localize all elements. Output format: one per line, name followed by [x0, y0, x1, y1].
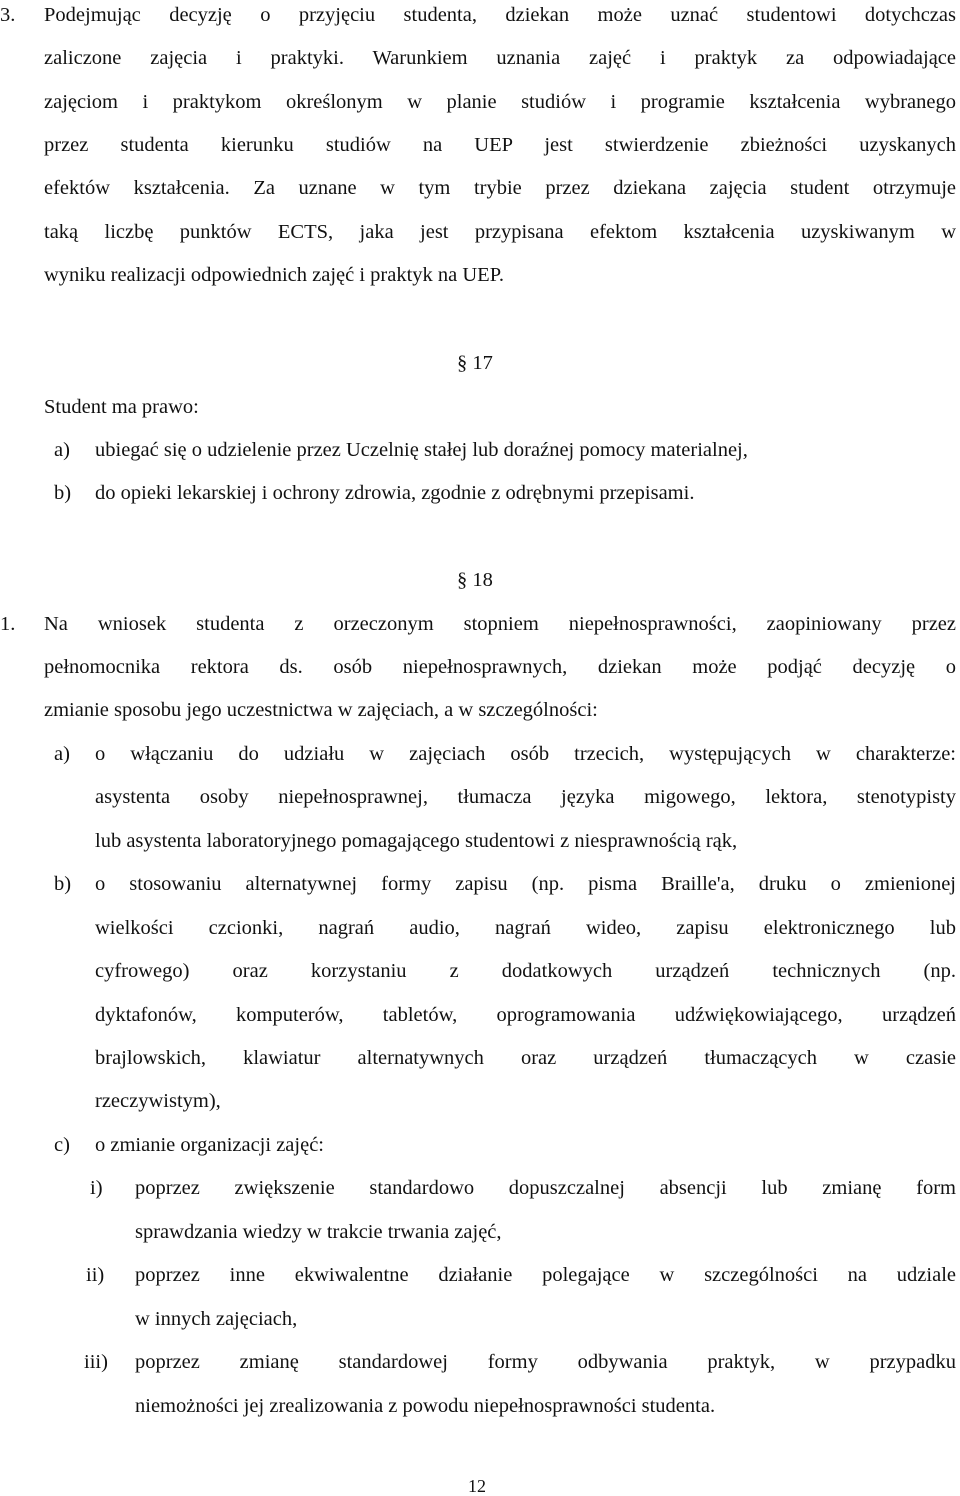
text-line: poprzez zmianę standardowej formy odbywania praktyk, w przypadku — [135, 1351, 956, 1373]
item-label: b) — [54, 482, 72, 504]
text-line: przez studenta kierunku studiów na UEP jest stwierdzenie zbieżności uzyskanych — [44, 134, 956, 156]
section-heading: § 17 — [457, 352, 493, 374]
text-line: zajęciom i praktykom określonym w planie studiów i programie kształcenia wybranego — [44, 91, 956, 113]
text-line: o stosowaniu alternatywnej formy zapisu (np. pisma Braille'a, druku o zmienionej — [95, 873, 956, 895]
text-line: efektów kształcenia. Za uznane w tym trybie przez dziekana zajęcia student otrzymuje — [44, 177, 956, 199]
text-line: Podejmując decyzję o przyjęciu studenta, dziekan może uznać studentowi dotychczas — [44, 4, 956, 26]
text-line: w innych zajęciach, — [135, 1308, 298, 1330]
text-line: dyktafonów, komputerów, tabletów, oprogramowania udźwiękowiającego, urządzeń — [95, 1004, 956, 1026]
text-line: zaliczone zajęcia i praktyki. Warunkiem uznania zajęć i praktyk za odpowiadające — [44, 47, 956, 69]
subitem-label: ii) — [86, 1264, 105, 1286]
text-line: pełnomocnika rektora ds. osób niepełnosprawnych, dziekan może podjąć decyzję o — [44, 656, 956, 678]
text-line: asystenta osoby niepełnosprawnej, tłumacza języka migowego, lektora, stenotypisty — [95, 786, 956, 808]
paragraph-number: 3. — [0, 4, 16, 26]
item-text: ubiegać się o udzielenie przez Uczelnię stałej lub doraźnej pomocy materialnej, — [95, 439, 748, 461]
item-text: do opieki lekarskiej i ochrony zdrowia, zgodnie z odrębnymi przepisami. — [95, 482, 695, 504]
item-label: b) — [54, 873, 72, 895]
text-line: taką liczbę punktów ECTS, jaka jest przypisana efektom kształcenia uzyskiwanym w — [44, 221, 956, 243]
text-line: cyfrowego) oraz korzystaniu z dodatkowych urządzeń technicznych (np. — [95, 960, 956, 982]
text-line: sprawdzania wiedzy w trakcie trwania zajęć, — [135, 1221, 502, 1243]
text-line: lub asystenta laboratoryjnego pomagającego studentowi z niesprawnością rąk, — [95, 830, 738, 852]
text-line: Na wniosek studenta z orzeczonym stopniem niepełnosprawności, zaopiniowany przez — [44, 613, 956, 635]
paragraph-number: 1. — [0, 613, 16, 635]
item-label: a) — [54, 743, 70, 765]
page-number: 12 — [468, 1476, 486, 1496]
text-line: poprzez inne ekwiwalentne działanie polegające w szczególności na udziale — [135, 1264, 956, 1286]
item-label: c) — [54, 1134, 70, 1156]
text-line: wyniku realizacji odpowiednich zajęć i praktyk na UEP. — [44, 264, 504, 286]
text-line: wielkości czcionki, nagrań audio, nagrań wideo, zapisu elektronicznego lub — [95, 917, 956, 939]
text-line: o zmianie organizacji zajęć: — [95, 1134, 324, 1156]
text-line: niemożności jej zrealizowania z powodu niepełnosprawności studenta. — [135, 1395, 716, 1417]
text-line: zmianie sposobu jego uczestnictwa w zajęciach, a w szczególności: — [44, 699, 598, 721]
item-label: a) — [54, 439, 70, 461]
text-line: rzeczywistym), — [95, 1090, 221, 1112]
text-line: brajlowskich, klawiatur alternatywnych oraz urządzeń tłumaczących w czasie — [95, 1047, 956, 1069]
text-line: poprzez zwiększenie standardowo dopuszczalnej absencji lub zmianę form — [135, 1177, 956, 1199]
subitem-label: iii) — [84, 1351, 108, 1373]
text-line: o włączaniu do udziału w zajęciach osób trzecich, występujących w charakterze: — [95, 743, 956, 765]
section-heading: § 18 — [457, 569, 493, 591]
section-intro: Student ma prawo: — [44, 396, 199, 418]
subitem-label: i) — [90, 1177, 103, 1199]
